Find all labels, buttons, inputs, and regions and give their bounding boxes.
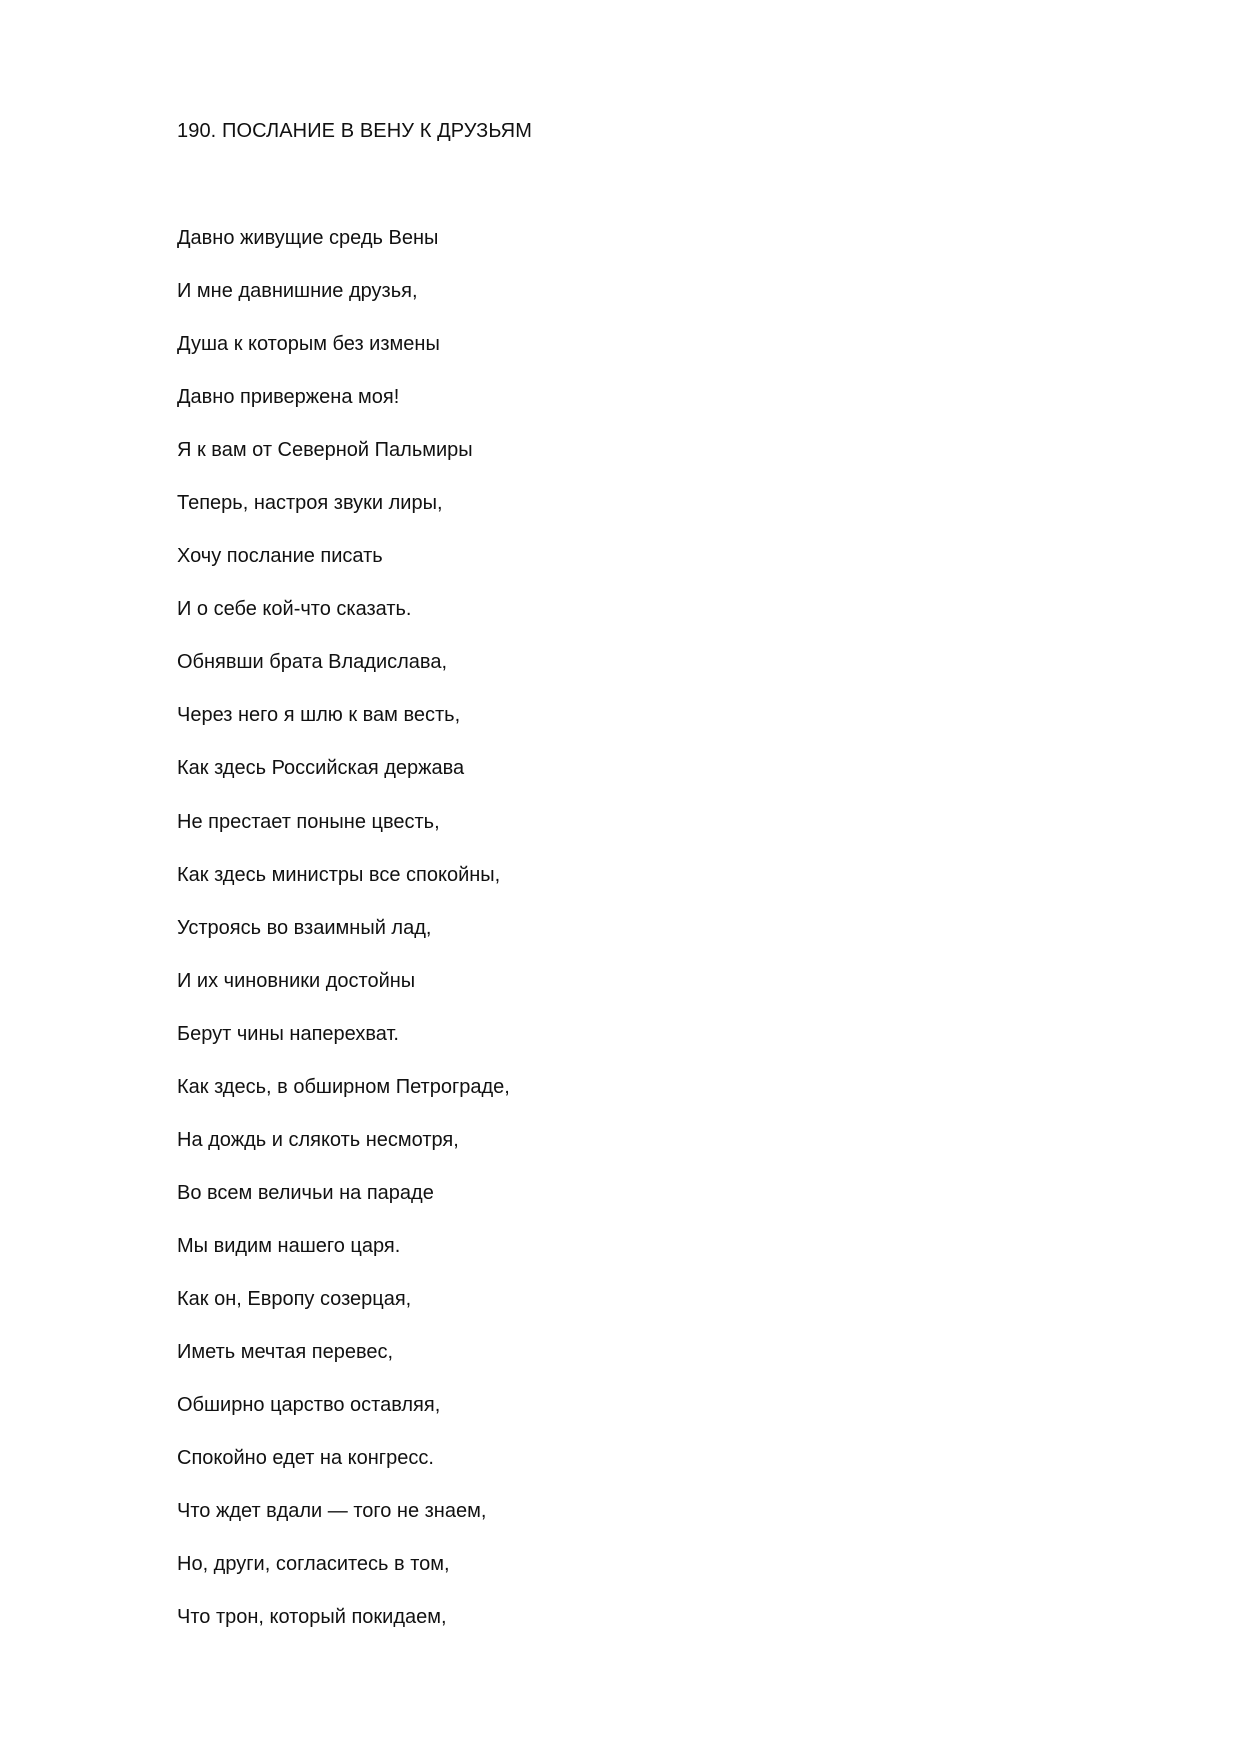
poem-line: Устроясь во взаимный лад, [177, 916, 432, 939]
poem-line: Теперь, настроя звуки лиры, [177, 492, 443, 515]
poem-line: Через него я шлю к вам весть, [177, 704, 461, 727]
poem-line: Давно живущие средь Вены [177, 227, 439, 249]
poem-line: И о себе кой-что сказать. [177, 598, 412, 621]
poem-line: Как он, Европу созерцая, [177, 1287, 412, 1310]
poem-body [177, 225, 510, 1657]
poem-line: Как здесь, в обширном Петрограде, [177, 1075, 510, 1098]
poem-line: Что трон, который покидаем, [177, 1606, 447, 1629]
poem-line: Не престает поныне цвесть, [177, 810, 440, 833]
poem-line: И мне давнишние друзья, [177, 280, 418, 303]
poem-line: На дождь и слякоть несмотря, [177, 1128, 459, 1151]
poem-line: Обширно царство оставляя, [177, 1394, 441, 1417]
poem-line: Давно привержена моя! [177, 386, 400, 409]
poem-line: Во всем величьи на параде [177, 1181, 434, 1204]
poem-line: И их чиновники достойны [177, 969, 416, 992]
poem-line: Спокойно едет на конгресс. [177, 1447, 434, 1470]
poem-line: Как здесь Российская держава [177, 757, 465, 780]
poem-line: Берут чины наперехват. [177, 1022, 399, 1045]
poem-line: Обнявши брата Владислава, [177, 651, 448, 674]
poem-line: Что ждет вдали — того не знаем, [177, 1500, 487, 1523]
poem-line: Но, други, согласитесь в том, [177, 1553, 450, 1576]
poem-title: 190. ПОСЛАНИЕ В ВЕНУ К ДРУЗЬЯМ [177, 120, 532, 142]
poem-line: Душа к которым без измены [177, 333, 440, 356]
poem-line: Мы видим нашего царя. [177, 1234, 401, 1257]
poem-line: Хочу послание писать [177, 545, 383, 568]
poem-line: Я к вам от Северной Пальмиры [177, 439, 473, 462]
poem-line: Как здесь министры все спокойны, [177, 863, 501, 886]
poem-line: Иметь мечтая перевес, [177, 1340, 394, 1363]
